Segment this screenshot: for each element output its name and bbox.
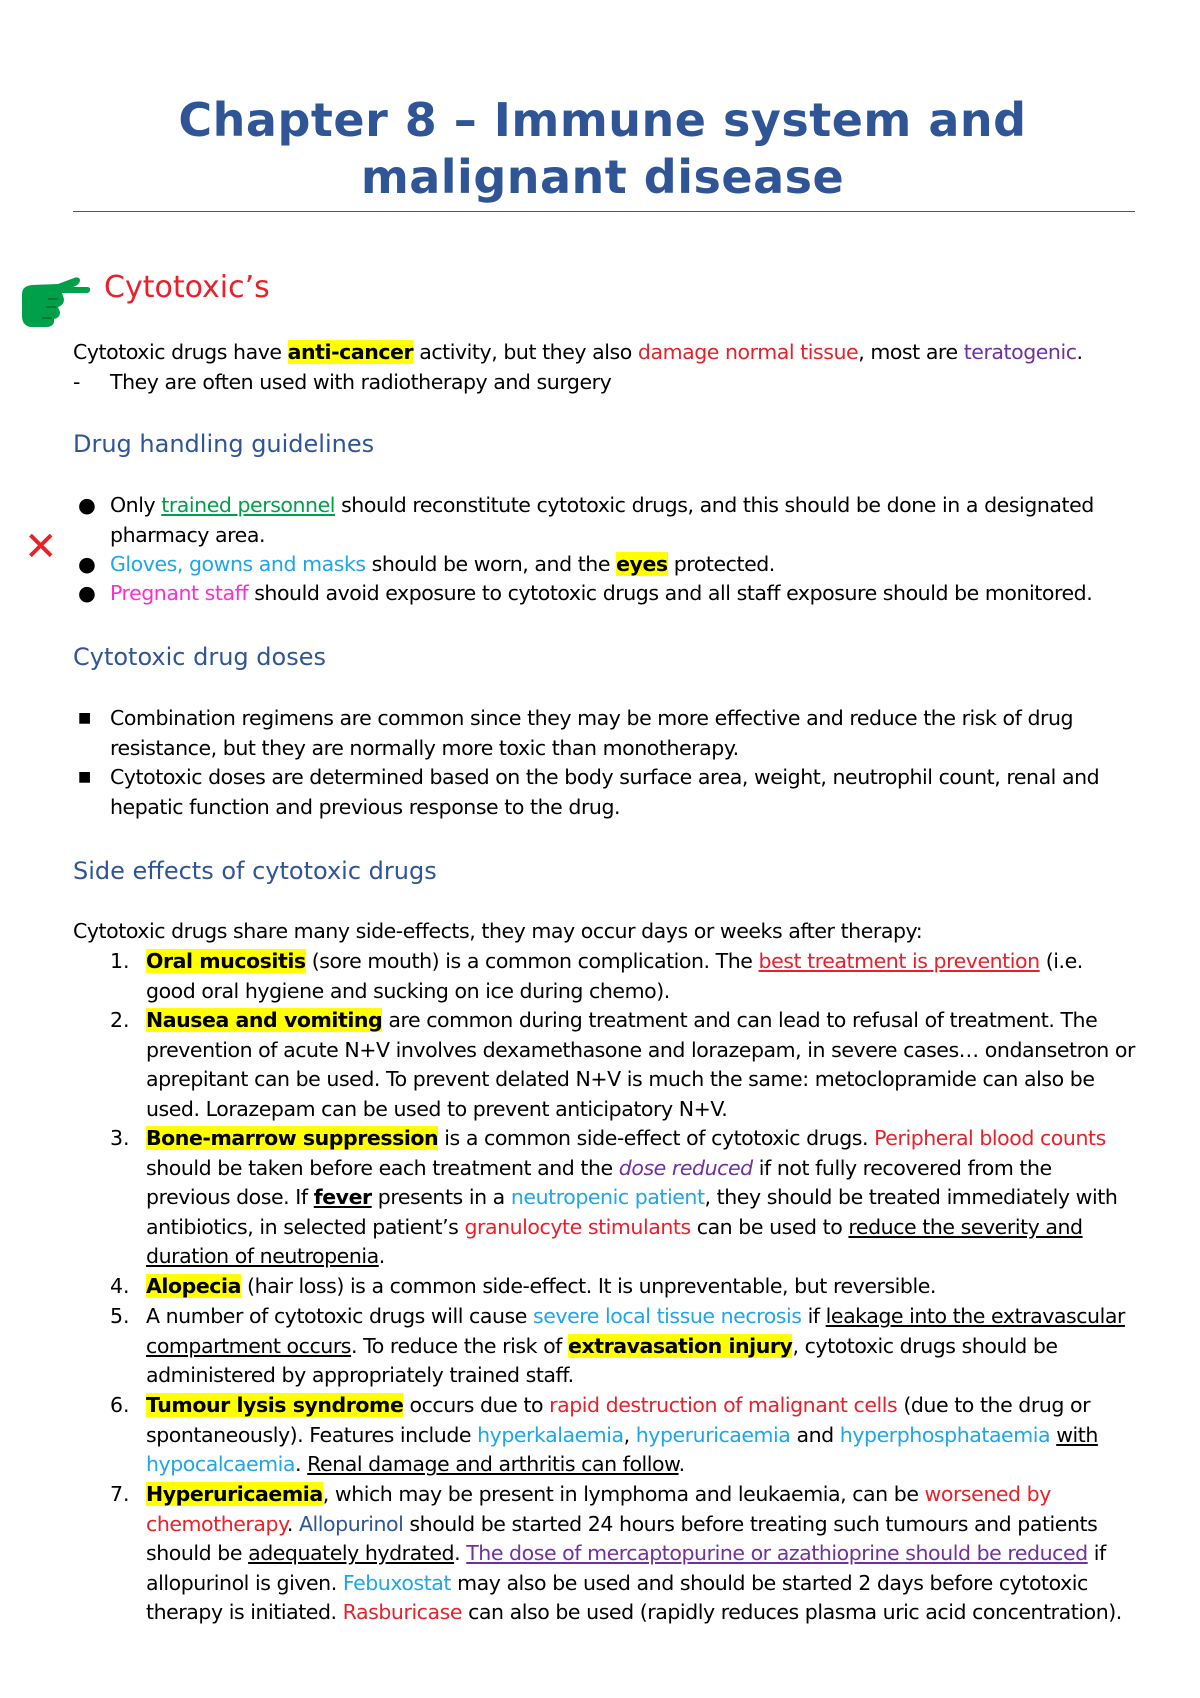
list-number: 1. — [110, 949, 130, 973]
title-divider — [73, 211, 1135, 212]
list-number: 4. — [110, 1274, 130, 1298]
doses-item-1: Combination regimens are common since they may be more effective and reduce the risk of drug resistance, but they are normally more toxic than monotherapy. — [110, 706, 1074, 760]
cross-icon: ✕ — [24, 524, 58, 570]
doses-item-2: Cytotoxic doses are determined based on the body surface area, weight, neutrophil count, renal and hepatic function and previous response to the drug. — [110, 765, 1100, 819]
side-effect-item-5: A number of cytotoxic drugs will cause severe local tissue necrosis if leakage into the extravascular compartment occurs. To reduce the risk of extravasation injury, cytotoxic drugs should be administered by appropriately trained staff. — [146, 1304, 1125, 1387]
bullet-dot: ● — [78, 581, 96, 605]
bullet-dot: ● — [78, 493, 96, 517]
side-effect-item-4: Alopecia (hair loss) is a common side-effect. It is unpreventable, but reversible. — [146, 1274, 936, 1298]
cytotoxics-intro: Cytotoxic drugs have anti-cancer activity, but they also damage normal tissue, most are teratogenic. — [73, 340, 1083, 364]
side-effect-item-1: Oral mucositis (sore mouth) is a common complication. The best treatment is prevention (i.e. good oral hygiene and sucking on ice during chemo). — [146, 949, 1083, 1003]
bullet-square: ■ — [78, 769, 92, 785]
dash-marker: - — [73, 370, 81, 394]
section-heading-side-effects: Side effects of cytotoxic drugs — [73, 857, 437, 885]
bullet-dot: ● — [78, 552, 96, 576]
side-effect-item-3: Bone-marrow suppression is a common side-effect of cytotoxic drugs. Peripheral blood counts should be taken before each treatment and the dose reduced if not fully recovered from the previous dose. If fever presents in a neutropenic patient, they should be treated immediately with antibiotics, in selected patient’s granulocyte stimulants can be used to reduce the severity and duration of neutropenia. — [146, 1126, 1118, 1268]
title-line-2: malignant disease — [360, 150, 845, 204]
side-effects-intro: Cytotoxic drugs share many side-effects, they may occur days or weeks after therapy: — [73, 919, 923, 943]
handling-item-1: Only trained personnel should reconstitute cytotoxic drugs, and this should be done in a designated pharmacy area. — [110, 493, 1094, 547]
dash-item: They are often used with radiotherapy and surgery — [110, 370, 612, 394]
list-number: 2. — [110, 1008, 130, 1032]
list-number: 5. — [110, 1304, 130, 1328]
list-number: 6. — [110, 1393, 130, 1417]
handling-item-3: Pregnant staff should avoid exposure to cytotoxic drugs and all staff exposure should be monitored. — [110, 581, 1093, 605]
section-heading-doses: Cytotoxic drug doses — [73, 643, 326, 671]
list-number: 3. — [110, 1126, 130, 1150]
pointing-hand-icon — [18, 272, 90, 328]
bullet-square: ■ — [78, 710, 92, 726]
side-effect-item-2: Nausea and vomiting are common during treatment and can lead to refusal of treatment. The prevention of acute N+V involves dexamethasone and lorazepam, in severe cases… ondansetron or aprepitant can be used. To prevent delated N+V is much the same: metoclopramide can also be used. Lorazepam can be used to prevent anticipatory N+V. — [146, 1008, 1135, 1121]
title-line-1: Chapter 8 – Immune system and — [178, 93, 1027, 147]
side-effect-item-7: Hyperuricaemia, which may be present in lymphoma and leukaemia, can be worsened by chemotherapy. Allopurinol should be started 24 hours before treating such tumours and patients should be adequately hydrated. The dose of mercaptopurine or azathioprine should be reduced if allopurinol is given. Febuxostat may also be used and should be started 2 days before cytotoxic therapy is initiated. Rasburicase can also be used (rapidly reduces plasma uric acid concentration). — [146, 1482, 1122, 1624]
page-title — [70, 92, 1135, 206]
list-number: 7. — [110, 1482, 130, 1506]
side-effect-item-6: Tumour lysis syndrome occurs due to rapid destruction of malignant cells (due to the drug or spontaneously). Features include hyperkalaemia, hyperuricaemia and hyperphosphataemia with hypocalcaemia. Renal damage and arthritis can follow. — [146, 1393, 1098, 1476]
section-heading-cytotoxics: Cytotoxic’s — [104, 270, 270, 305]
section-heading-handling: Drug handling guidelines — [73, 430, 375, 458]
handling-item-2: Gloves, gowns and masks should be worn, and the eyes protected. — [110, 552, 775, 576]
